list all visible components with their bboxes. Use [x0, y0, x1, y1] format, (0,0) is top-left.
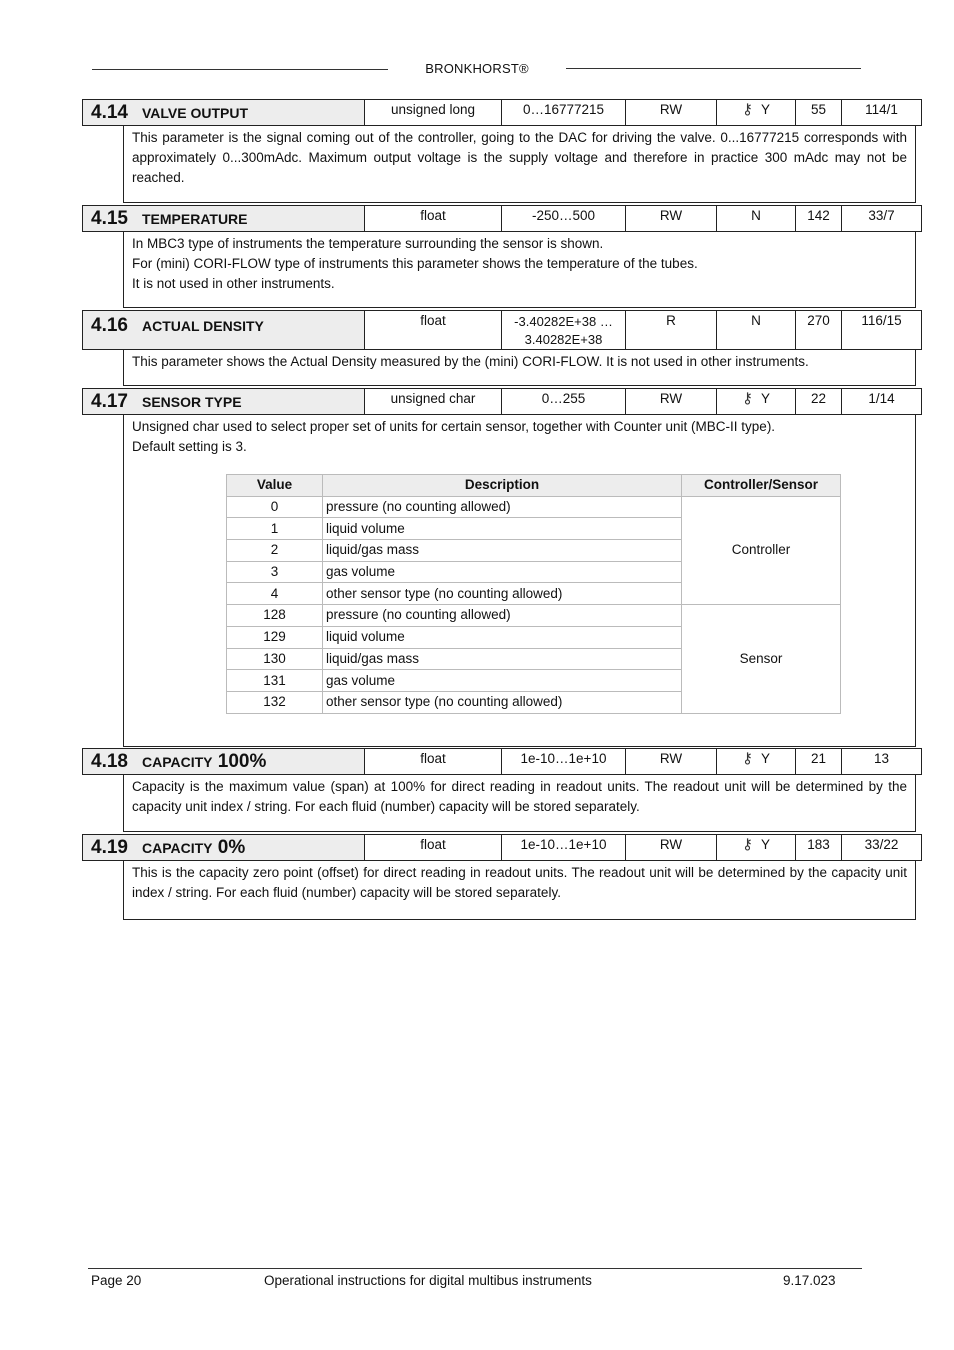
sensor-type-table	[226, 474, 841, 714]
param-description-4-18: Capacity is the maximum value (span) at 100% for direct reading in readout units. The readout unit will be determined by the capacity unit index / string. For each fluid (number) capacity will be stored separately.	[123, 775, 916, 832]
param-secured: N	[717, 206, 796, 231]
group-controller: Controller	[682, 496, 841, 604]
table-row: 2 liquid/gas mass	[227, 540, 841, 562]
param-header-4-16	[82, 310, 922, 350]
param-access: RW	[626, 100, 717, 125]
param-proc-par: 116/15	[861, 313, 902, 328]
param-access: RW	[626, 749, 717, 774]
table-row: 4 other sensor type (no counting allowed)	[227, 583, 841, 605]
param-description-4-19: This is the capacity zero point (offset) for direct reading in readout units. The readout unit will be determined by the capacity unit index / string. For each fluid (number) capacity will be stored separately.	[123, 861, 916, 920]
param-header-4-15	[82, 205, 922, 232]
param-range: 0…255	[502, 389, 626, 414]
param-proc-par: 33/7	[868, 208, 895, 223]
param-fbnr: 55	[796, 100, 842, 125]
param-secured: ⚷ Y	[717, 389, 796, 414]
param-range: 0…16777215	[502, 100, 626, 125]
param-type: float	[365, 749, 502, 774]
param-header-4-17	[82, 388, 922, 415]
col-header-controller-sensor: Controller/Sensor	[682, 475, 841, 497]
footer-page-number: Page 20	[91, 1273, 142, 1288]
param-access: R	[626, 311, 717, 349]
footer-rule	[88, 1268, 862, 1269]
param-title-suffix: 100%	[217, 751, 267, 772]
col-header-description: Description	[323, 475, 682, 497]
param-number: 4.19	[91, 837, 128, 858]
table-row: 129 liquid volume	[227, 626, 841, 648]
param-description-4-15: In MBC3 type of instruments the temperature surrounding the sensor is shown. For (mini) CORI-FLOW type of instruments this parameter shows the temperature of the tubes. It is not used in other instruments.	[123, 232, 916, 308]
header-brand: BRONKHORST®	[425, 61, 529, 76]
key-icon: ⚷	[741, 836, 753, 853]
param-fbnr: 270	[796, 311, 842, 349]
param-fbnr: 183	[796, 835, 842, 860]
param-type: float	[365, 311, 502, 349]
param-range: 1e-10…1e+10	[502, 835, 626, 860]
table-row: 131 gas volume	[227, 670, 841, 692]
param-description-4-16: This parameter shows the Actual Density measured by the (mini) CORI-FLOW. It is not used in other instruments.	[123, 350, 916, 386]
param-proc-par: 13	[873, 751, 890, 766]
param-header-4-19	[82, 834, 922, 861]
param-access: RW	[626, 389, 717, 414]
param-secured: N	[717, 311, 796, 349]
key-icon: ⚷	[741, 750, 753, 767]
key-icon: ⚷	[741, 101, 753, 118]
param-secured: ⚷ Y	[717, 100, 796, 125]
table-row: 130 liquid/gas mass	[227, 648, 841, 670]
param-title: TEMPERATURE	[141, 211, 248, 227]
param-fbnr: 22	[796, 389, 842, 414]
param-secured: ⚷ Y	[717, 835, 796, 860]
group-sensor: Sensor	[682, 605, 841, 713]
param-access: RW	[626, 206, 717, 231]
param-fbnr: 142	[796, 206, 842, 231]
param-range: -250…500	[502, 206, 626, 231]
footer-doc-number: 9.17.023	[783, 1273, 836, 1288]
param-title: VALVE OUTPUT	[141, 105, 249, 121]
param-title-suffix: 0%	[217, 837, 246, 858]
param-header-4-18	[82, 748, 922, 775]
col-header-value: Value	[227, 475, 323, 497]
param-description-4-17: Unsigned char used to select proper set of units for certain sensor, together with Counter unit (MBC-II type). Default setting is 3.	[123, 415, 916, 747]
param-range: 1e-10…1e+10	[502, 749, 626, 774]
header-rule-right	[566, 68, 861, 69]
param-title: CAPACITY	[141, 754, 213, 770]
table-row: 3 gas volume	[227, 561, 841, 583]
param-type: float	[365, 835, 502, 860]
param-number: 4.18	[91, 751, 128, 772]
param-secured: ⚷ Y	[717, 749, 796, 774]
param-proc-par: 1/14	[868, 391, 895, 406]
param-type: unsigned long	[365, 100, 502, 125]
param-number: 4.16	[91, 315, 128, 336]
param-title: ACTUAL DENSITY	[141, 318, 264, 334]
param-title: CAPACITY	[141, 840, 213, 856]
param-description-4-14: This parameter is the signal coming out of the controller, going to the DAC for driving the valve. 0...16777215 corresponds with approximately 0...300mAdc. Maximum output voltage is the supply voltage and therefore in practice 300 mAdc may not be reached.	[123, 126, 916, 203]
table-row: 1 liquid volume	[227, 518, 841, 540]
param-range: -3.40282E+38 … 3.40282E+38	[502, 311, 626, 349]
param-fbnr: 21	[796, 749, 842, 774]
param-type: unsigned char	[365, 389, 502, 414]
param-number: 4.17	[91, 391, 128, 412]
param-proc-par: 114/1	[865, 102, 898, 117]
param-title: SENSOR TYPE	[141, 394, 242, 410]
footer-doc-title: Operational instructions for digital multibus instruments	[264, 1273, 592, 1288]
param-proc-par: 33/22	[864, 837, 899, 852]
table-row: 0 pressure (no counting allowed) Controller	[227, 496, 841, 518]
param-access: RW	[626, 835, 717, 860]
header-rule-left	[92, 69, 388, 70]
param-number: 4.14	[91, 102, 128, 123]
param-type: float	[365, 206, 502, 231]
table-row: 128 pressure (no counting allowed) Sensor	[227, 605, 841, 627]
key-icon: ⚷	[741, 390, 753, 407]
table-row: 132 other sensor type (no counting allowed)	[227, 691, 841, 713]
table-header-row	[227, 475, 841, 497]
param-number: 4.15	[91, 208, 128, 229]
param-header-4-14	[82, 99, 922, 126]
